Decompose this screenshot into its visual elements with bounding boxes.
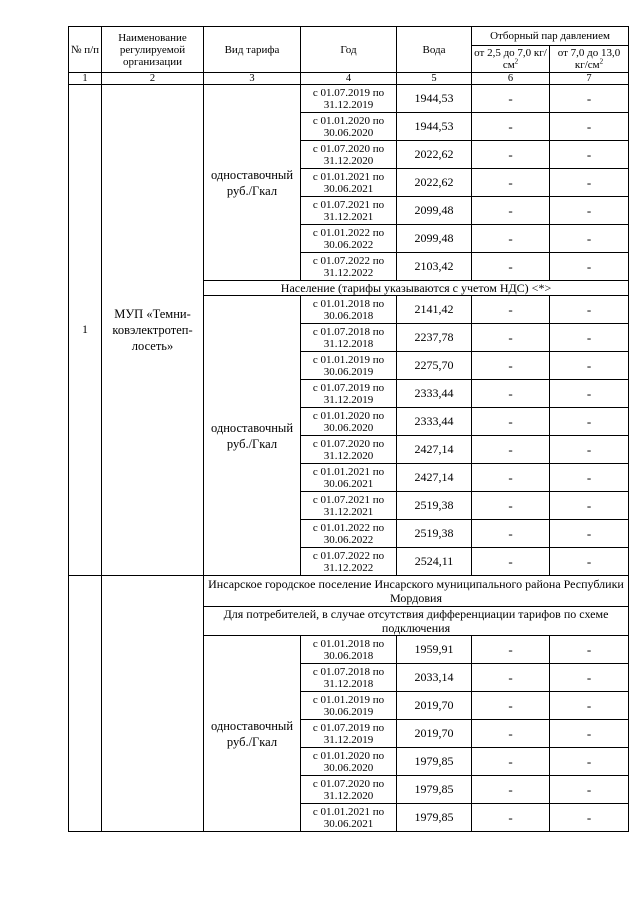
steam-high-cell: -	[550, 776, 629, 804]
period-cell: с 01.07.2019 по 31.12.2019	[301, 720, 397, 748]
period-cell: с 01.01.2021 по 30.06.2021	[301, 464, 397, 492]
water-value-cell: 2099,48	[397, 225, 472, 253]
steam-high-cell: -	[550, 408, 629, 436]
population-header-cell: Население (тарифы указываются с учетом НДС) <*>	[204, 281, 629, 296]
steam-low-cell: -	[472, 324, 550, 352]
steam-low-cell: -	[472, 692, 550, 720]
water-value-cell: 2019,70	[397, 720, 472, 748]
steam-low-cell: -	[472, 804, 550, 832]
steam-high-cell: -	[550, 197, 629, 225]
period-cell: с 01.07.2019 по 31.12.2019	[301, 85, 397, 113]
water-value-cell: 2019,70	[397, 692, 472, 720]
steam-low-cell: -	[472, 225, 550, 253]
steam-low-cell: -	[472, 548, 550, 576]
water-value-cell: 1979,85	[397, 804, 472, 832]
col-tariff-type-header: Вид тарифа	[204, 27, 301, 73]
period-cell: с 01.01.2021 по 30.06.2021	[301, 804, 397, 832]
period-cell: с 01.01.2018 по 30.06.2018	[301, 636, 397, 664]
col-steam-low-header: от 2,5 до 7,0 $кг/см^2$	[472, 46, 550, 73]
steam-high-cell: -	[550, 324, 629, 352]
col-num-header: № п/п	[69, 27, 102, 73]
row-number-cell: 1	[69, 85, 102, 576]
period-cell: с 01.01.2020 по 30.06.2020	[301, 113, 397, 141]
steam-low-cell: -	[472, 748, 550, 776]
water-value-cell: 2519,38	[397, 520, 472, 548]
water-value-cell: 1979,85	[397, 776, 472, 804]
steam-high-cell: -	[550, 352, 629, 380]
steam-high-cell: -	[550, 664, 629, 692]
water-value-cell: 2275,70	[397, 352, 472, 380]
steam-high-cell: -	[550, 169, 629, 197]
period-cell: с 01.07.2021 по 31.12.2021	[301, 492, 397, 520]
table-row	[69, 85, 629, 113]
steam-low-cell: -	[472, 352, 550, 380]
steam-high-cell: -	[550, 636, 629, 664]
period-cell: с 01.07.2022 по 31.12.2022	[301, 548, 397, 576]
period-cell: с 01.07.2021 по 31.12.2021	[301, 197, 397, 225]
period-cell: с 01.01.2019 по 30.06.2019	[301, 352, 397, 380]
column-number-cell: 7	[550, 73, 629, 85]
water-value-cell: 1944,53	[397, 113, 472, 141]
water-value-cell: 2427,14	[397, 436, 472, 464]
steam-low-cell: -	[472, 296, 550, 324]
steam-high-cell: -	[550, 748, 629, 776]
period-cell: с 01.07.2020 по 31.12.2020	[301, 141, 397, 169]
period-cell: с 01.01.2018 по 30.06.2018	[301, 296, 397, 324]
water-value-cell: 2103,42	[397, 253, 472, 281]
steam-high-cell: -	[550, 85, 629, 113]
water-value-cell: 2099,48	[397, 197, 472, 225]
steam-low-cell: -	[472, 492, 550, 520]
column-number-cell: 3	[204, 73, 301, 85]
period-cell: с 01.01.2020 по 30.06.2020	[301, 408, 397, 436]
steam-high-cell: -	[550, 113, 629, 141]
steam-high-cell: -	[550, 492, 629, 520]
steam-low-cell: -	[472, 776, 550, 804]
consumers-title-cell: Для потребителей, в случае отсутствия дифференциации тарифов по схеме подключения	[204, 607, 629, 636]
period-cell: с 01.01.2021 по 30.06.2021	[301, 169, 397, 197]
water-value-cell: 1979,85	[397, 748, 472, 776]
steam-high-cell: -	[550, 380, 629, 408]
steam-low-cell: -	[472, 197, 550, 225]
steam-high-cell: -	[550, 253, 629, 281]
col-water-header: Вода	[397, 27, 472, 73]
column-number-cell: 4	[301, 73, 397, 85]
period-cell: с 01.07.2018 по 31.12.2018	[301, 324, 397, 352]
water-value-cell: 1944,53	[397, 85, 472, 113]
steam-high-cell: -	[550, 548, 629, 576]
tariff-table	[68, 26, 629, 832]
period-cell: с 01.07.2018 по 31.12.2018	[301, 664, 397, 692]
water-value-cell: 2427,14	[397, 464, 472, 492]
column-number-cell: 5	[397, 73, 472, 85]
water-value-cell: 2237,78	[397, 324, 472, 352]
col-steam-high-header: от 7,0 до 13,0 $кг/см^2$	[550, 46, 629, 73]
period-cell: с 01.01.2022 по 30.06.2022	[301, 520, 397, 548]
water-value-cell: 1959,91	[397, 636, 472, 664]
water-value-cell: 2519,38	[397, 492, 472, 520]
steam-low-cell: -	[472, 380, 550, 408]
period-cell: с 01.07.2020 по 31.12.2020	[301, 776, 397, 804]
steam-low-cell: -	[472, 169, 550, 197]
steam-high-cell: -	[550, 720, 629, 748]
period-cell: с 01.07.2019 по 31.12.2019	[301, 380, 397, 408]
period-cell: с 01.01.2020 по 30.06.2020	[301, 748, 397, 776]
water-value-cell: 2022,62	[397, 169, 472, 197]
steam-low-cell: -	[472, 113, 550, 141]
col-steam-header: Отборный пар давлением	[472, 27, 629, 46]
period-cell: с 01.07.2020 по 31.12.2020	[301, 436, 397, 464]
settlement-row	[69, 576, 629, 607]
column-number-row	[69, 73, 629, 85]
water-value-cell: 2333,44	[397, 408, 472, 436]
steam-low-cell: -	[472, 636, 550, 664]
settlement-title-cell: Инсарское городское поселение Инсарского муниципального района Республики Мордовия	[204, 576, 629, 607]
steam-low-cell: -	[472, 720, 550, 748]
steam-high-cell: -	[550, 436, 629, 464]
steam-low-cell: -	[472, 436, 550, 464]
steam-high-cell: -	[550, 464, 629, 492]
column-number-cell: 6	[472, 73, 550, 85]
period-cell: с 01.01.2022 по 30.06.2022	[301, 225, 397, 253]
organization-name-cell	[102, 576, 204, 832]
water-value-cell: 2524,11	[397, 548, 472, 576]
steam-low-cell: -	[472, 408, 550, 436]
water-value-cell: 2033,14	[397, 664, 472, 692]
steam-low-cell: -	[472, 520, 550, 548]
steam-high-cell: -	[550, 804, 629, 832]
period-cell: с 01.07.2022 по 31.12.2022	[301, 253, 397, 281]
steam-low-cell: -	[472, 141, 550, 169]
col-year-header: Год	[301, 27, 397, 73]
column-number-cell: 2	[102, 73, 204, 85]
steam-low-cell: -	[472, 464, 550, 492]
row-number-cell	[69, 576, 102, 832]
organization-name-cell: МУП «Темниковэлектротеплосеть»	[102, 85, 204, 576]
tariff-type-cell: одноставочный руб./Гкал	[204, 636, 301, 832]
water-value-cell: 2022,62	[397, 141, 472, 169]
steam-high-cell: -	[550, 692, 629, 720]
steam-low-cell: -	[472, 664, 550, 692]
steam-high-cell: -	[550, 520, 629, 548]
steam-low-cell: -	[472, 85, 550, 113]
steam-high-cell: -	[550, 141, 629, 169]
tariff-type-cell: одноставочный руб./Гкал	[204, 296, 301, 576]
period-cell: с 01.01.2019 по 30.06.2019	[301, 692, 397, 720]
column-number-cell: 1	[69, 73, 102, 85]
steam-high-cell: -	[550, 225, 629, 253]
steam-low-cell: -	[472, 253, 550, 281]
water-value-cell: 2141,42	[397, 296, 472, 324]
water-value-cell: 2333,44	[397, 380, 472, 408]
steam-high-cell: -	[550, 296, 629, 324]
tariff-type-cell: одноставочный руб./Гкал	[204, 85, 301, 281]
col-org-header: Наименование регулируемой организации	[102, 27, 204, 73]
